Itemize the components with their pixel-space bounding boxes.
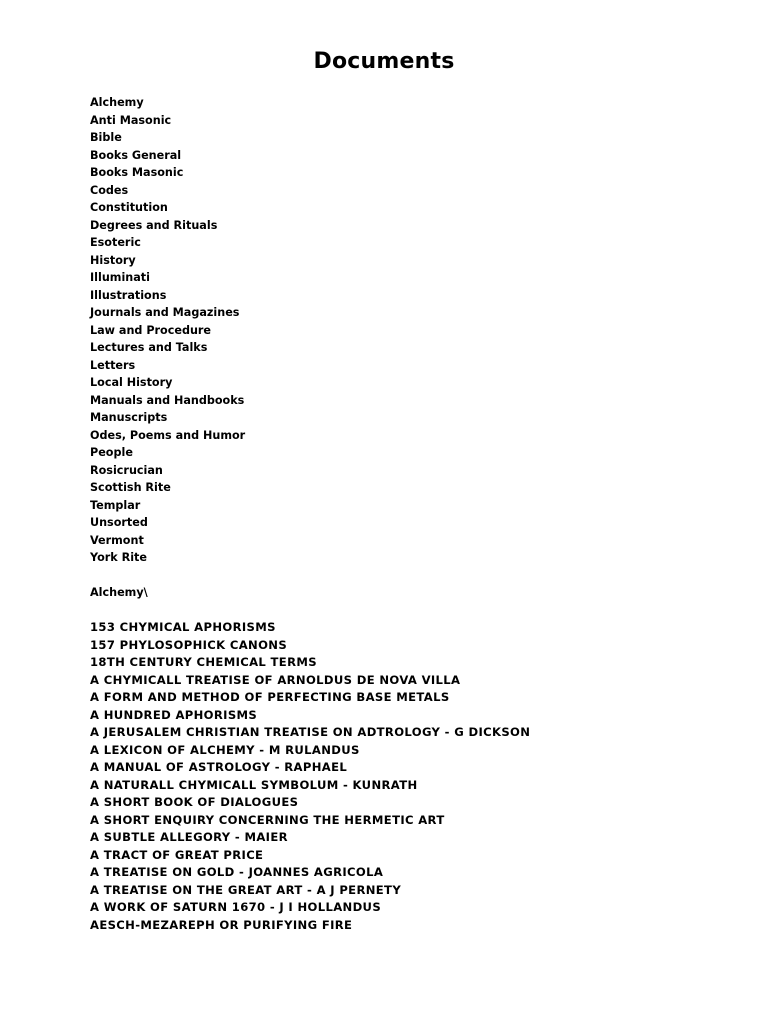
document-item: A FORM AND METHOD OF PERFECTING BASE METALS (90, 690, 450, 704)
section-heading: Alchemy\ (90, 586, 148, 599)
category-item: Illustrations (90, 288, 167, 302)
category-item: Journals and Magazines (90, 306, 240, 319)
category-item: Books General (90, 148, 182, 162)
category-item: Degrees and Rituals (90, 218, 218, 232)
document-item: 153 CHYMICAL APHORISMS (90, 620, 276, 634)
category-item: Unsorted (90, 516, 148, 529)
category-item: Anti Masonic (90, 113, 172, 127)
category-item: Local History (90, 376, 173, 389)
document-item: A TREATISE ON THE GREAT ART - A J PERNETY (90, 882, 402, 897)
page-title: Documents (313, 49, 455, 74)
category-item: People (90, 446, 133, 459)
document-item: AESCH-MEZAREPH OR PURIFYING FIRE (90, 917, 353, 932)
document-item: A LEXICON OF ALCHEMY - M RULANDUS (90, 742, 360, 757)
document-item: A SUBTLE ALLEGORY - MAIER (90, 830, 288, 844)
document-item: A SHORT ENQUIRY CONCERNING THE HERMETIC ART (90, 812, 445, 827)
document-item: A JERUSALEM CHRISTIAN TREATISE ON ADTROLOGY - G DICKSON (90, 725, 531, 739)
category-item: Law and Procedure (90, 323, 212, 337)
category-item: Constitution (90, 201, 168, 214)
category-item: Bible (90, 131, 122, 144)
document-item: A TRACT OF GREAT PRICE (90, 847, 264, 862)
category-item: Illuminati (90, 271, 150, 284)
category-item: Lectures and Talks (90, 341, 208, 354)
category-item: Odes, Poems and Humor (90, 428, 246, 442)
category-item: Alchemy (90, 96, 144, 109)
document-item: 18TH CENTURY CHEMICAL TERMS (90, 655, 317, 669)
document-item: A CHYMICALL TREATISE OF ARNOLDUS DE NOVA VILLA (90, 672, 461, 687)
document-item: A SHORT BOOK OF DIALOGUES (90, 795, 299, 809)
document-item: A MANUAL OF ASTROLOGY - RAPHAEL (90, 760, 348, 774)
category-item: Manuals and Handbooks (90, 393, 245, 407)
category-item: Books Masonic (90, 166, 184, 179)
category-item: History (90, 253, 136, 267)
category-item: Letters (90, 358, 136, 372)
category-item: Vermont (90, 533, 144, 547)
category-list (90, 94, 245, 567)
document-item: A NATURALL CHYMICALL SYMBOLUM - KUNRATH (90, 777, 418, 792)
category-item: Rosicrucian (90, 463, 163, 477)
category-item: York Rite (90, 551, 147, 564)
category-item: Codes (90, 183, 129, 197)
document-item: 157 PHYLOSOPHICK CANONS (90, 637, 288, 652)
category-item: Manuscripts (90, 411, 168, 424)
category-item: Scottish Rite (90, 481, 171, 494)
category-item: Templar (90, 498, 141, 512)
document-item: A TREATISE ON GOLD - JOANNES AGRICOLA (90, 865, 384, 879)
document-item: A HUNDRED APHORISMS (90, 707, 258, 722)
category-item: Esoteric (90, 236, 141, 249)
document-list (90, 619, 530, 934)
document-item: A WORK OF SATURN 1670 - J I HOLLANDUS (90, 900, 382, 914)
